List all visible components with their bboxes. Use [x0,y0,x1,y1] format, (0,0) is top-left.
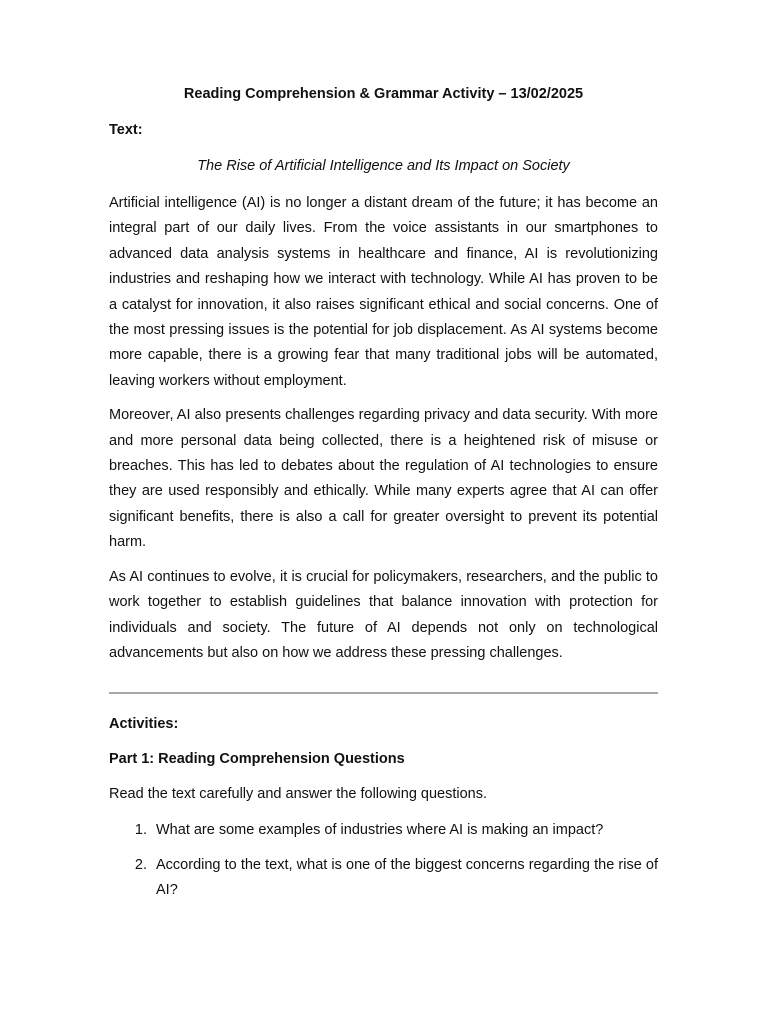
article-title: The Rise of Artificial Intelligence and Its Impact on Society [197,158,570,174]
question-item [109,853,658,904]
paragraph-3: As AI continues to evolve, it is crucial for policymakers, researchers, and the public to work together to establish guidelines that balance innovation with protection for individuals and society. The future of AI depends not only on technological advancements but also on how we address these pressing challenges. [109,568,658,661]
text-label: Text: [109,122,143,138]
question-item [109,818,658,843]
section-divider [109,692,658,694]
document-title: Reading Comprehension & Grammar Activity – 13/02/2025 [183,86,584,102]
paragraph-2: Moreover, AI also presents challenges regarding privacy and data security. With more and more personal data being collected, there is a heightened risk of misuse or breaches. This has led to debates about the regulation of AI technologies to ensure they are used responsibly and ethically. While many experts agree that AI can offer significant benefits, there is also a call for greater oversight to prevent its potential harm. [109,407,658,551]
part1-heading: Part 1: Reading Comprehension Questions [109,751,405,768]
question-number: 2. [134,856,147,873]
question-text: According to the text, what is one of the biggest concerns regarding the rise of AI? [156,856,658,899]
activities-label: Activities: [109,716,179,733]
question-text: What are some examples of industries where AI is making an impact? [156,822,604,839]
paragraph-1: Artificial intelligence (AI) is no longer a distant dream of the future; it has become an integral part of our daily lives. From the voice assistants in our smartphones to advanced data analysis systems in healthcare and finance, AI is revolutionizing industries and reshaping how we interact with technology. While AI has proven to be a catalyst for innovation, it also raises significant ethical and social concerns. One of the most pressing issues is the potential for job displacement. As AI systems become more capable, there is a growing fear that many traditional jobs will be automated, leaving workers without employment. [109,195,658,389]
part1-instruction: Read the text carefully and answer the following questions. [109,786,488,803]
question-number: 1. [134,822,147,839]
question-list [109,818,658,903]
document-page [109,84,658,913]
